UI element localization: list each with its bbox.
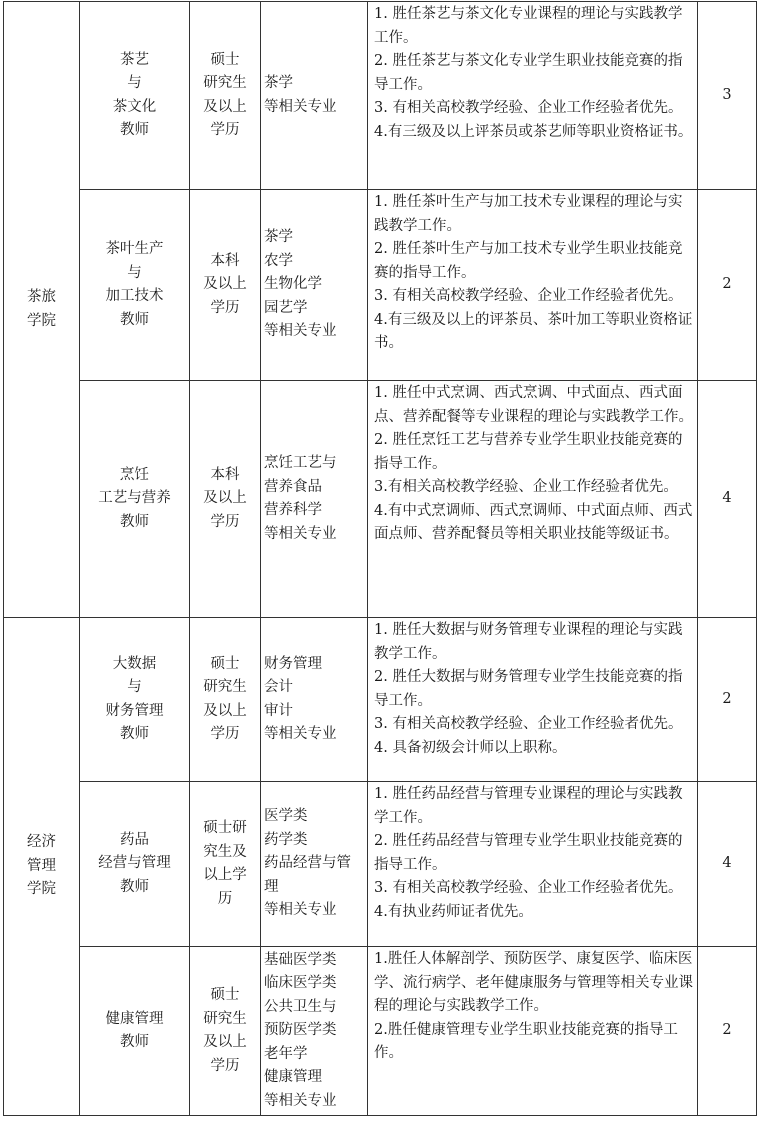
- requirements-cell: [368, 190, 698, 381]
- major-text: 等相关专业: [264, 98, 337, 115]
- position-cell: [80, 2, 190, 190]
- requirement-item: 2.胜任健康管理专业学生职业技能竞赛的指导工作。: [374, 1021, 678, 1061]
- education-text: 硕士: [210, 987, 240, 1003]
- major-text: 生物化学: [264, 276, 322, 293]
- major-text: 健康管理: [264, 1069, 322, 1086]
- education-text: 研究生: [203, 679, 247, 695]
- position-text: 大数据: [112, 655, 157, 672]
- education-text: 及以上: [203, 1034, 247, 1050]
- major-cell: [261, 782, 368, 947]
- major-text: 预防医学类: [264, 1022, 337, 1039]
- position-text: 教师: [120, 878, 149, 895]
- table-row: [4, 2, 757, 190]
- major-text: 公共卫生与: [264, 998, 337, 1015]
- position-text: 与: [127, 264, 142, 281]
- position-text: 健康管理: [105, 1010, 164, 1027]
- education-text: 研究生: [203, 1010, 247, 1027]
- major-text: 农学: [264, 252, 293, 269]
- count-cell: 4: [698, 381, 757, 618]
- major-text: 烹饪工艺与: [264, 455, 337, 471]
- requirement-item: 1. 胜任大数据与财务管理专业课程的理论与实践教学工作。: [374, 622, 683, 662]
- position-text: 烹饪: [120, 466, 149, 483]
- count-cell: 4: [698, 782, 757, 947]
- position-cell: [80, 947, 190, 1116]
- major-text: 等相关专业: [264, 525, 337, 542]
- education-text: 学历: [210, 726, 240, 742]
- education-text: 硕士研: [203, 820, 247, 836]
- position-text: 茶艺: [120, 51, 149, 68]
- major-text: 财务管理: [264, 655, 322, 672]
- table-row: [4, 381, 757, 618]
- major-text: 园艺学: [264, 299, 308, 316]
- position-text: 药品: [120, 831, 149, 848]
- major-text: 审计: [264, 702, 293, 719]
- education-cell: [190, 618, 261, 782]
- education-text: 学历: [210, 1057, 240, 1074]
- requirements-cell: [368, 947, 698, 1116]
- position-text: 教师: [120, 1034, 149, 1050]
- education-cell: [190, 381, 261, 618]
- requirement-item: 1. 胜任茶艺与茶文化专业课程的理论与实践教学工作。: [374, 6, 683, 46]
- position-text: 茶叶生产: [105, 241, 164, 257]
- requirement-item: 1.胜任人体解剖学、预防医学、康复医学、临床医学、流行病学、老年健康服务与管理等相关专业课程的理论与实践教学工作。: [374, 951, 693, 1014]
- position-text: 教师: [120, 311, 149, 328]
- education-text: 本科: [210, 252, 240, 269]
- requirement-item: 3. 有相关高校教学经验、企业工作经验者优先。: [374, 288, 683, 304]
- major-cell: [261, 190, 368, 381]
- education-text: 学历: [210, 122, 240, 138]
- position-text: 教师: [120, 726, 149, 742]
- education-cell: [190, 947, 261, 1116]
- requirement-item: 4.有中式烹调师、西式烹调师、中式面点师、西式面点师、营养配餐员等相关职业技能等级证书。: [374, 502, 693, 542]
- table-row: [4, 190, 757, 381]
- requirements-cell: [368, 381, 698, 618]
- requirement-item: 3.有相关高校教学经验、企业工作经验者优先。: [374, 479, 678, 495]
- college-text: 学院: [27, 881, 56, 898]
- college-cell: [4, 618, 80, 1116]
- position-cell: [80, 381, 190, 618]
- position-cell: [80, 618, 190, 782]
- major-cell: [261, 381, 368, 618]
- count-cell: 3: [698, 2, 757, 190]
- major-text: 药学类: [264, 831, 308, 848]
- count-cell: 2: [698, 190, 757, 381]
- requirement-item: 3. 有相关高校教学经验、企业工作经验者优先。: [374, 716, 683, 732]
- requirements-cell: [368, 782, 698, 947]
- major-cell: [261, 2, 368, 190]
- college-text: 学院: [27, 312, 56, 329]
- table-row: [4, 618, 757, 782]
- education-text: 及以上: [203, 702, 247, 719]
- major-text: 等相关专业: [264, 1092, 337, 1109]
- major-text: 基础医学类: [264, 951, 337, 968]
- education-text: 以上学: [203, 867, 247, 883]
- requirement-item: 3. 有相关高校教学经验、企业工作经验者优先。: [374, 100, 683, 116]
- requirement-item: 1. 胜任茶叶生产与加工技术专业课程的理论与实践教学工作。: [374, 194, 683, 234]
- requirement-item: 2. 胜任烹饪工艺与营养专业学生职业技能竞赛的指导工作。: [374, 432, 683, 472]
- count-cell: 2: [698, 618, 757, 782]
- requirement-item: 2. 胜任茶叶生产与加工技术专业学生职业技能竞赛的指导工作。: [374, 241, 683, 281]
- education-text: 及以上: [203, 490, 247, 507]
- position-text: 茶文化: [112, 98, 157, 115]
- major-text: 等相关专业: [264, 323, 337, 340]
- requirement-item: 1. 胜任药品经营与管理专业课程的理论与实践教学工作。: [374, 786, 683, 826]
- major-text: 药品经营与管: [264, 855, 351, 872]
- education-cell: [190, 190, 261, 381]
- recruitment-table: [3, 1, 757, 1116]
- position-text: 经营与管理: [98, 855, 171, 872]
- major-text: 理: [264, 878, 279, 895]
- position-cell: [80, 782, 190, 947]
- education-text: 究生及: [203, 843, 247, 860]
- requirement-item: 3. 有相关高校教学经验、企业工作经验者优先。: [374, 880, 683, 896]
- requirement-item: 4.有执业药师证者优先。: [374, 903, 533, 920]
- major-text: 临床医学类: [264, 975, 337, 992]
- education-text: 硕士: [210, 655, 240, 672]
- college-cell: [4, 2, 80, 618]
- major-text: 老年学: [264, 1045, 308, 1062]
- major-text: 营养食品: [264, 478, 322, 495]
- major-text: 茶学: [264, 229, 293, 246]
- position-text: 与: [127, 75, 142, 91]
- major-text: 等相关专业: [264, 902, 337, 919]
- requirements-cell: [368, 618, 698, 782]
- education-text: 本科: [210, 466, 240, 483]
- position-cell: [80, 190, 190, 381]
- position-text: 教师: [120, 513, 149, 530]
- position-text: 教师: [120, 122, 149, 138]
- requirement-item: 4. 具备初级会计师以上职称。: [374, 739, 567, 756]
- position-text: 与: [127, 679, 142, 695]
- requirement-item: 4.有三级及以上的评茶员、茶叶加工等职业资格证书。: [374, 311, 693, 351]
- major-cell: [261, 947, 368, 1116]
- major-text: 茶学: [264, 75, 293, 91]
- college-text: 管理: [27, 857, 56, 874]
- education-cell: [190, 2, 261, 190]
- position-text: 加工技术: [105, 288, 164, 304]
- education-text: 及以上: [203, 98, 247, 115]
- major-cell: [261, 618, 368, 782]
- requirement-item: 2. 胜任药品经营与管理专业学生职业技能竞赛的指导工作。: [374, 833, 683, 873]
- education-text: 研究生: [203, 75, 247, 91]
- education-text: 历: [217, 890, 233, 907]
- major-text: 医学类: [264, 808, 308, 825]
- table-row: [4, 947, 757, 1116]
- count-cell: 2: [698, 947, 757, 1116]
- major-text: 等相关专业: [264, 726, 337, 742]
- position-text: 工艺与营养: [98, 490, 171, 507]
- position-text: 财务管理: [105, 702, 164, 719]
- education-text: 硕士: [210, 51, 240, 68]
- education-cell: [190, 782, 261, 947]
- major-text: 营养科学: [264, 502, 322, 518]
- requirement-item: 1. 胜任中式烹调、西式烹调、中式面点、西式面点、营养配餐等专业课程的理论与实践教学工作。: [374, 385, 693, 425]
- requirement-item: 2. 胜任茶艺与茶文化专业学生职业技能竞赛的指导工作。: [374, 53, 683, 93]
- requirements-cell: [368, 2, 698, 190]
- college-text: 经济: [27, 834, 56, 851]
- education-text: 及以上: [203, 276, 247, 293]
- education-text: 学历: [210, 513, 240, 530]
- major-text: 会计: [264, 679, 293, 695]
- education-text: 学历: [210, 299, 240, 316]
- requirement-item: 4.有三级及以上评茶员或茶艺师等职业资格证书。: [374, 123, 693, 140]
- college-text: 茶旅: [27, 289, 56, 305]
- requirement-item: 2. 胜任大数据与财务管理专业学生技能竞赛的指导工作。: [374, 669, 683, 709]
- table-row: [4, 782, 757, 947]
